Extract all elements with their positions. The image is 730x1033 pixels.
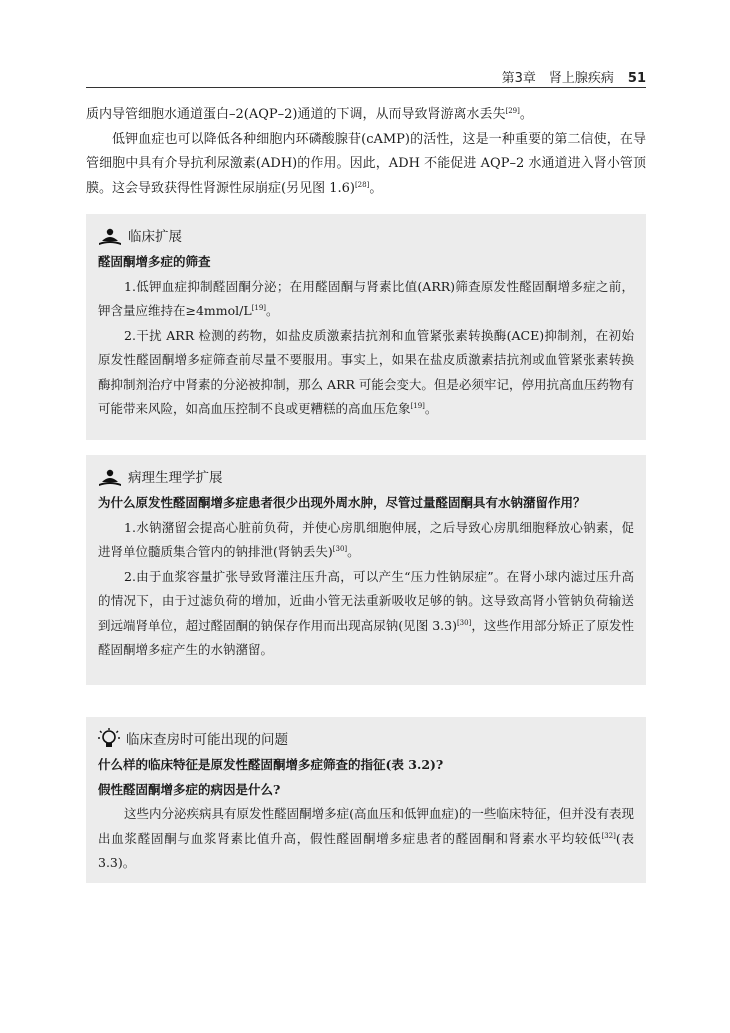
- box-paragraph: 2.干扰 ARR 检测的药物，如盐皮质激素拮抗剂和血管紧张素转换酶(ACE)抑制剂，在初始原发性醛固酮增多症筛查前尽量不要服用。事实上，如果在盐皮质激素拮抗剂或血管紧张素转换酶抑制剂治疗中肾素的分泌被抑制，那么 ARR 可能会变大。但是必须牢记，停用抗高血压药物有可能带来风险，如高血压控制不良或更糟糕的高血压危象[19]。: [98, 327, 634, 416]
- running-header: [86, 67, 646, 88]
- body-text: [86, 103, 646, 201]
- box-subtitle: 醛固酮增多症的筛查: [98, 254, 211, 269]
- ward-round-questions-box: [86, 717, 646, 883]
- lightbulb-icon: [98, 728, 120, 752]
- citation: [19]: [410, 402, 425, 410]
- box-title: 病理生理学扩展: [98, 465, 634, 491]
- page-number: 51: [627, 71, 646, 86]
- box-paragraph: 1.水钠潴留会提高心脏前负荷，并使心房肌细胞伸展，之后导致心房肌细胞释放心钠素，促进肾单位髓质集合管内的钠排泄(肾钠丢失)[30]。: [98, 519, 634, 559]
- box-paragraph: 1.低钾血症抑制醛固酮分泌；在用醛固酮与肾素比值(ARR)筛查原发性醛固酮增多症之前，钾含量应维持在≥4mmol/L[19]。: [98, 278, 634, 318]
- box-paragraph: 2.由于血浆容量扩张导致肾灌注压升高，可以产生“压力性钠尿症”。在肾小球内滤过压升高的情况下，由于过滤负荷的增加，近曲小管无法重新吸收足够的钠。这导致高肾小管钠负荷输送到远端肾单位，超过醛固酮的钠保存作用而出现高尿钠(见图 3.3)[30]，这些作用部分矫正了原发性醛固酮增多症产生的水钠潴留。: [98, 568, 634, 657]
- lotus-meditation-icon: [98, 227, 122, 247]
- box-question: 假性醛固酮增多症的病因是什么?: [98, 781, 281, 797]
- citation: [29]: [505, 107, 520, 115]
- body-paragraph: 质内导管细胞水通道蛋白–2(AQP–2)通道的下调，从而导致肾游离水丢失[29]。: [86, 107, 533, 122]
- box-title: 临床扩展: [98, 224, 634, 250]
- citation: [19]: [251, 304, 267, 312]
- citation: [32]: [601, 831, 616, 840]
- box-question: 什么样的临床特征是原发性醛固酮增多症筛查的指征(表 3.2)?: [98, 757, 444, 772]
- chapter-title: 第3章 肾上腺疾病: [501, 71, 614, 86]
- citation: [30]: [456, 618, 472, 627]
- pathophysiology-box: [86, 455, 646, 685]
- box-question: 为什么原发性醛固酮增多症患者很少出现外周水肿，尽管过量醛固酮具有水钠潴留作用？: [98, 495, 586, 510]
- lotus-meditation-icon: [98, 468, 122, 488]
- body-paragraph: 低钾血症也可以降低各种细胞内环磷酸腺苷(cAMP)的活性，这是一种重要的第二信使，在导管细胞中具有介导抗利尿激素(ADH)的作用。因此，ADH 不能促进 AQP–2 水通道进入肾小管顶膜。这会导致获得性肾源性尿崩症(另见图 1.6)[28]。: [86, 131, 646, 196]
- clinical-extension-box: [86, 214, 646, 440]
- box-title: 临床查房时可能出现的问题: [98, 727, 634, 753]
- box-paragraph: 这些内分泌疾病具有原发性醛固酮增多症(高血压和低钾血症)的一些临床特征，但并没有表现出血浆醛固酮与血浆肾素比值升高，假性醛固酮增多症患者的醛固酮和肾素水平均较低[32](表 3.3)。: [98, 806, 634, 870]
- citation: [28]: [354, 180, 370, 189]
- citation: [30]: [332, 545, 348, 553]
